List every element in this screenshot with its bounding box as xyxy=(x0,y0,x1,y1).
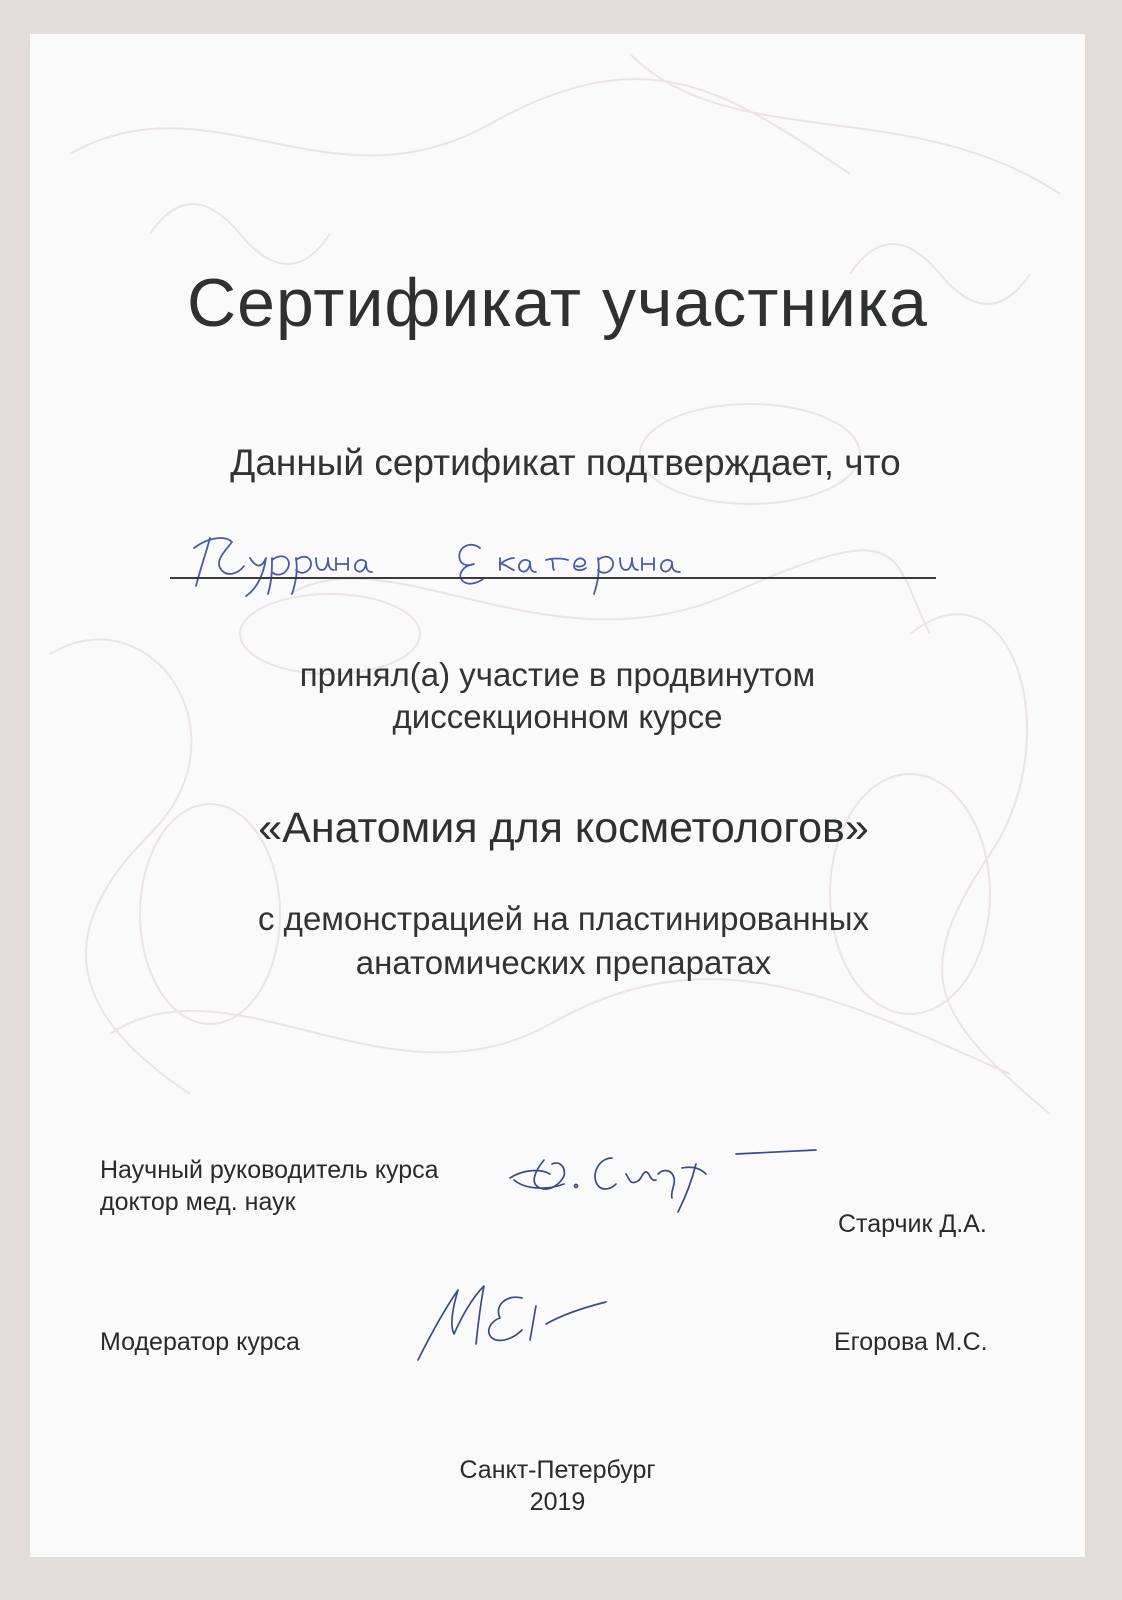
handwritten-recipient-name xyxy=(180,508,940,598)
footer-city: Санкт-Петербург xyxy=(459,1456,656,1484)
supervisor-role-line-2: доктор мед. наук xyxy=(100,1188,296,1216)
participation-text xyxy=(30,654,1085,738)
recipient-name-underline xyxy=(170,577,936,579)
demonstration-text xyxy=(36,897,1085,985)
participation-line-2: диссекционном курсе xyxy=(392,698,723,735)
certificate-title: Сертификат участника xyxy=(187,265,928,341)
course-title: «Анатомия для косметологов» xyxy=(258,804,869,852)
footer xyxy=(30,1454,1085,1518)
demonstration-line-2: анатомических препаратах xyxy=(355,944,772,981)
footer-year: 2019 xyxy=(529,1488,586,1516)
supervisor-name: Старчик Д.А. xyxy=(838,1210,987,1238)
supervisor-role-line-1: Научный руководитель курса xyxy=(100,1156,439,1184)
moderator-name: Егорова М.С. xyxy=(834,1328,988,1356)
demonstration-line-1: с демонстрацией на пластинированных xyxy=(258,900,869,937)
supervisor-signature xyxy=(500,1134,840,1224)
participation-line-1: принял(а) участие в продвинутом xyxy=(299,656,816,693)
moderator-role: Модератор курса xyxy=(100,1328,300,1356)
moderator-signature xyxy=(410,1274,630,1374)
supervisor-role xyxy=(100,1154,439,1218)
confirmation-text: Данный сертификат подтверждает, что xyxy=(230,442,901,483)
certificate-sheet xyxy=(30,34,1085,1557)
